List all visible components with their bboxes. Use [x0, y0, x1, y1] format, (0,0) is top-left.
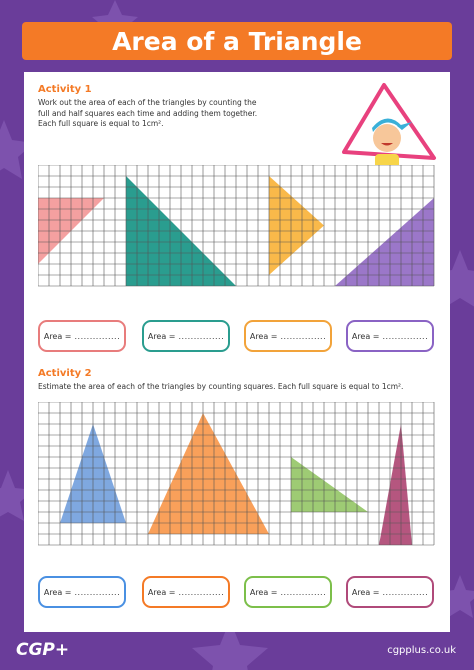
- answer-blank[interactable]: ...............: [280, 587, 327, 597]
- area-label: Area =: [147, 331, 176, 341]
- activity-2-heading: Activity 2: [38, 368, 92, 379]
- activity-2-answer-box-4[interactable]: [346, 576, 434, 608]
- area-label: Area =: [147, 587, 176, 597]
- answer-blank[interactable]: ...............: [74, 587, 121, 597]
- footer-url: cgpplus.co.uk: [387, 645, 456, 656]
- page-title: Area of a Triangle: [22, 22, 452, 60]
- activity-2-instructions: [38, 382, 403, 393]
- worksheet-sheet: [24, 72, 450, 632]
- activity-2-answer-box-2[interactable]: [142, 576, 230, 608]
- activity-1-answer-row: [38, 320, 438, 352]
- answer-blank[interactable]: ...............: [178, 331, 225, 341]
- activity-1-answer-box-3[interactable]: [244, 320, 332, 352]
- area-label: Area =: [43, 331, 72, 341]
- area-label: Area =: [249, 331, 278, 341]
- activity-1-instruction-line: Each full square is equal to 1cm².: [38, 119, 164, 128]
- answer-blank[interactable]: ...............: [280, 331, 327, 341]
- activity-1-answer-box-4[interactable]: [346, 320, 434, 352]
- activity-2-grid: [38, 402, 436, 550]
- answer-blank[interactable]: ...............: [74, 331, 121, 341]
- activity-2-instruction-line: Estimate the area of each of the triangles by counting squares. Each full square is equal to 1cm².: [38, 382, 404, 391]
- area-label: Area =: [249, 587, 278, 597]
- area-label: Area =: [43, 587, 72, 597]
- activity-1-grid: [38, 165, 436, 293]
- answer-blank[interactable]: ...............: [382, 331, 429, 341]
- activity-1-instructions: [38, 98, 257, 130]
- activity-2-answer-row: [38, 576, 438, 608]
- activity-1-instruction-line: full and half squares each time and adding them together.: [38, 108, 258, 118]
- answer-blank[interactable]: ...............: [382, 587, 429, 597]
- cgp-logo: CGP+: [16, 640, 70, 660]
- area-label: Area =: [351, 331, 380, 341]
- activity-1-answer-box-2[interactable]: [142, 320, 230, 352]
- activity-1-answer-box-1[interactable]: [38, 320, 126, 352]
- answer-blank[interactable]: ...............: [178, 587, 225, 597]
- activity-2-answer-box-1[interactable]: [38, 576, 126, 608]
- activity-1-instruction-line: Work out the area of each of the triangles by counting the: [38, 98, 257, 107]
- activity-1-heading: Activity 1: [38, 84, 92, 95]
- activity-2-answer-box-3[interactable]: [244, 576, 332, 608]
- area-label: Area =: [351, 587, 380, 597]
